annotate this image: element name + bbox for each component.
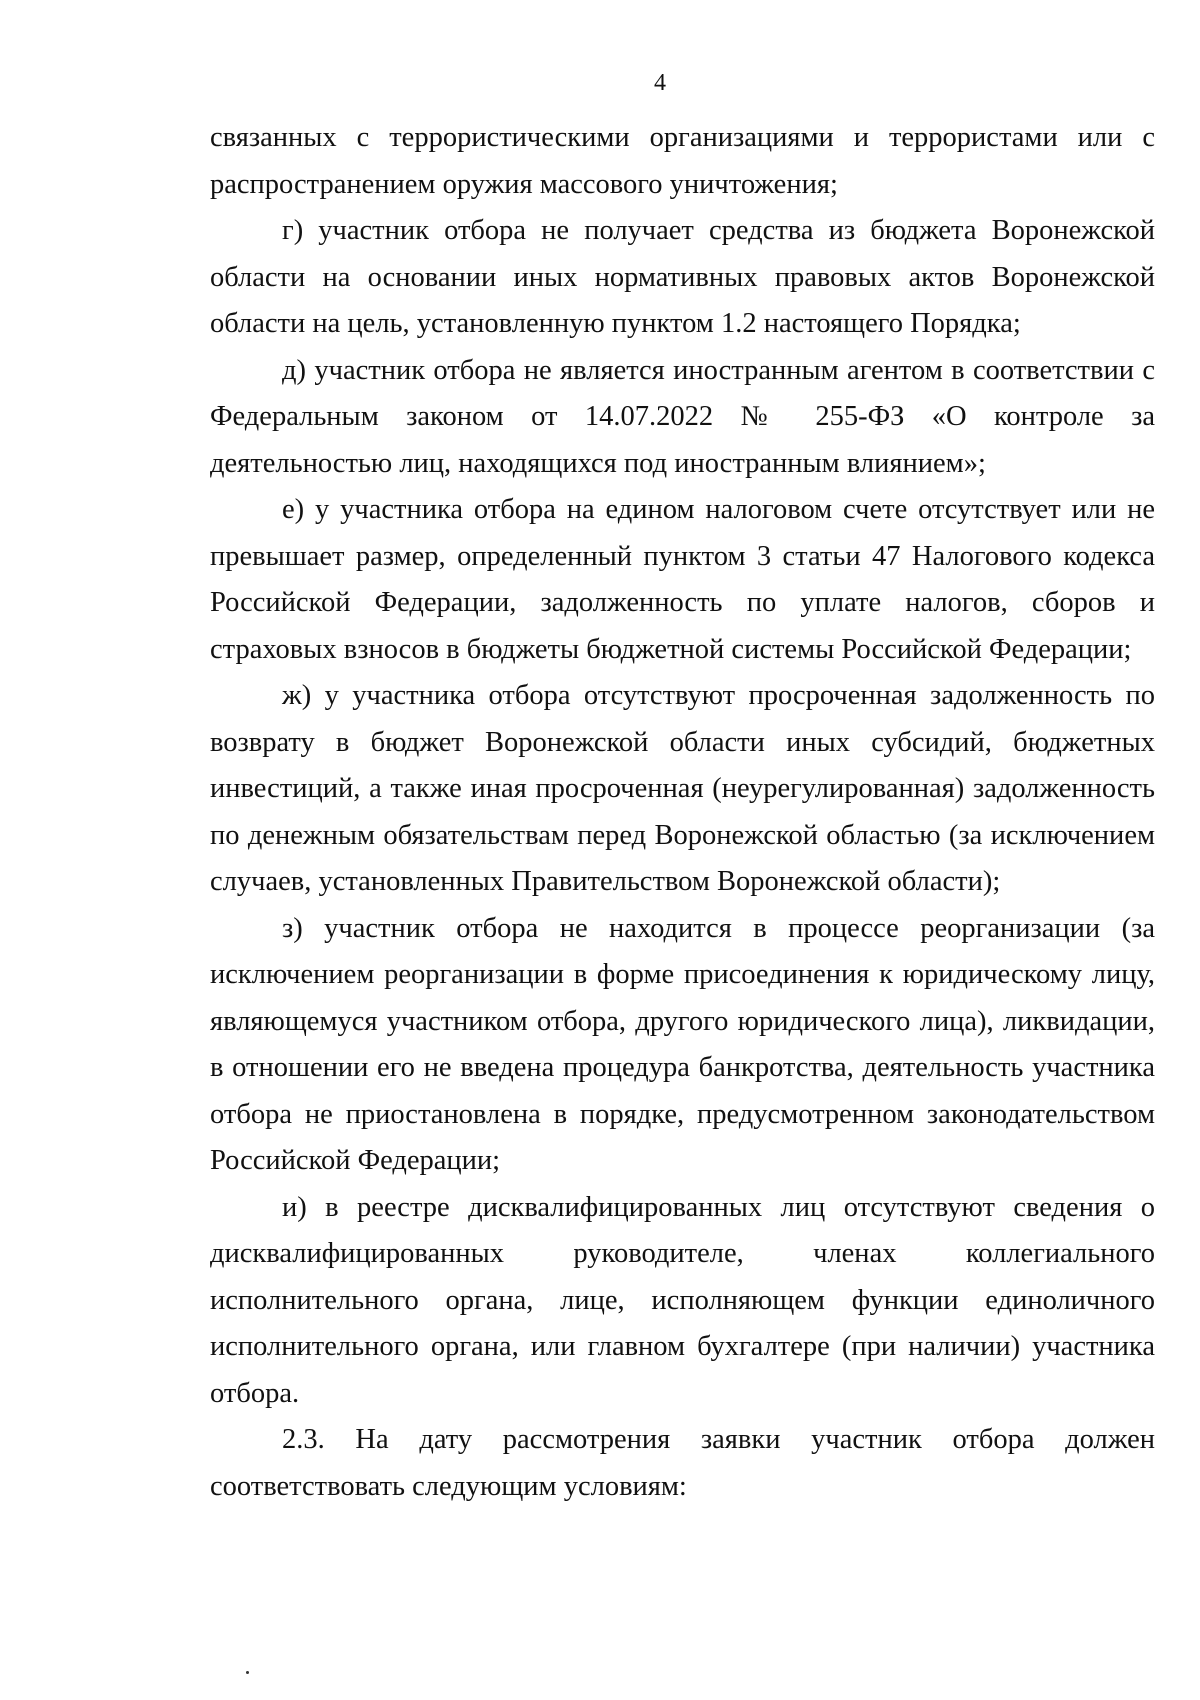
paragraph-item-zh: ж) у участника отбора отсутствуют просроченная задолженность по возврату в бюджет Воронежской области иных субсидий, бюджетных инвестиций, а также иная просроченная (неурегулированная) задолженность по денежным обязательствам перед Воронежской областью (за исключением случаев, установленных Правительством Воронежской области);	[210, 680, 1155, 897]
paragraph-item-z: з) участник отбора не находится в процессе реорганизации (за исключением реорганизации в форме присоединения к юридическому лицу, являющемуся участником отбора, другого юридического лица), ликвидации, в отношении его не введена процедура банкротства, деятельность участника отбора не приостановлена в порядке, предусмотренном законодательством Российской Федерации;	[210, 912, 1155, 1176]
paragraph-item-g: г) участник отбора не получает средства из бюджета Воронежской области на основании иных нормативных правовых актов Воронежской области на цель, установленную пунктом 1.2 настоящего Порядка;	[210, 215, 1155, 339]
document-body	[210, 115, 1155, 1510]
page-number: 4	[654, 70, 666, 96]
paragraph-item-e: е) у участника отбора на едином налоговом счете отсутствует или не превышает размер, определенный пунктом 3 статьи 47 Налогового кодекса Российской Федерации, задолженность по уплате налогов, сборов и страховых взносов в бюджеты бюджетной системы Российской Федерации;	[210, 494, 1155, 665]
paragraph-section-2-3: 2.3. На дату рассмотрения заявки участник отбора должен соответствовать следующим условиям:	[210, 1424, 1155, 1502]
paragraph-item-d: д) участник отбора не является иностранным агентом в соответствии с Федеральным законом от 14.07.2022 № 255-ФЗ «О контроле за деятельностью лиц, находящихся под иностранным влиянием»;	[210, 354, 1155, 479]
scan-speck	[246, 1671, 249, 1674]
paragraph-item-i: и) в реестре дисквалифицированных лиц отсутствуют сведения о дисквалифицированных руководителе, членах коллегиального исполнительного органа, лице, исполняющем функции единоличного исполнительного органа, или главном бухгалтере (при наличии) участника отбора.	[210, 1191, 1155, 1409]
paragraph-continuation: связанных с террористическими организациями и террористами или с распространением оружия массового уничтожения;	[210, 122, 1155, 200]
